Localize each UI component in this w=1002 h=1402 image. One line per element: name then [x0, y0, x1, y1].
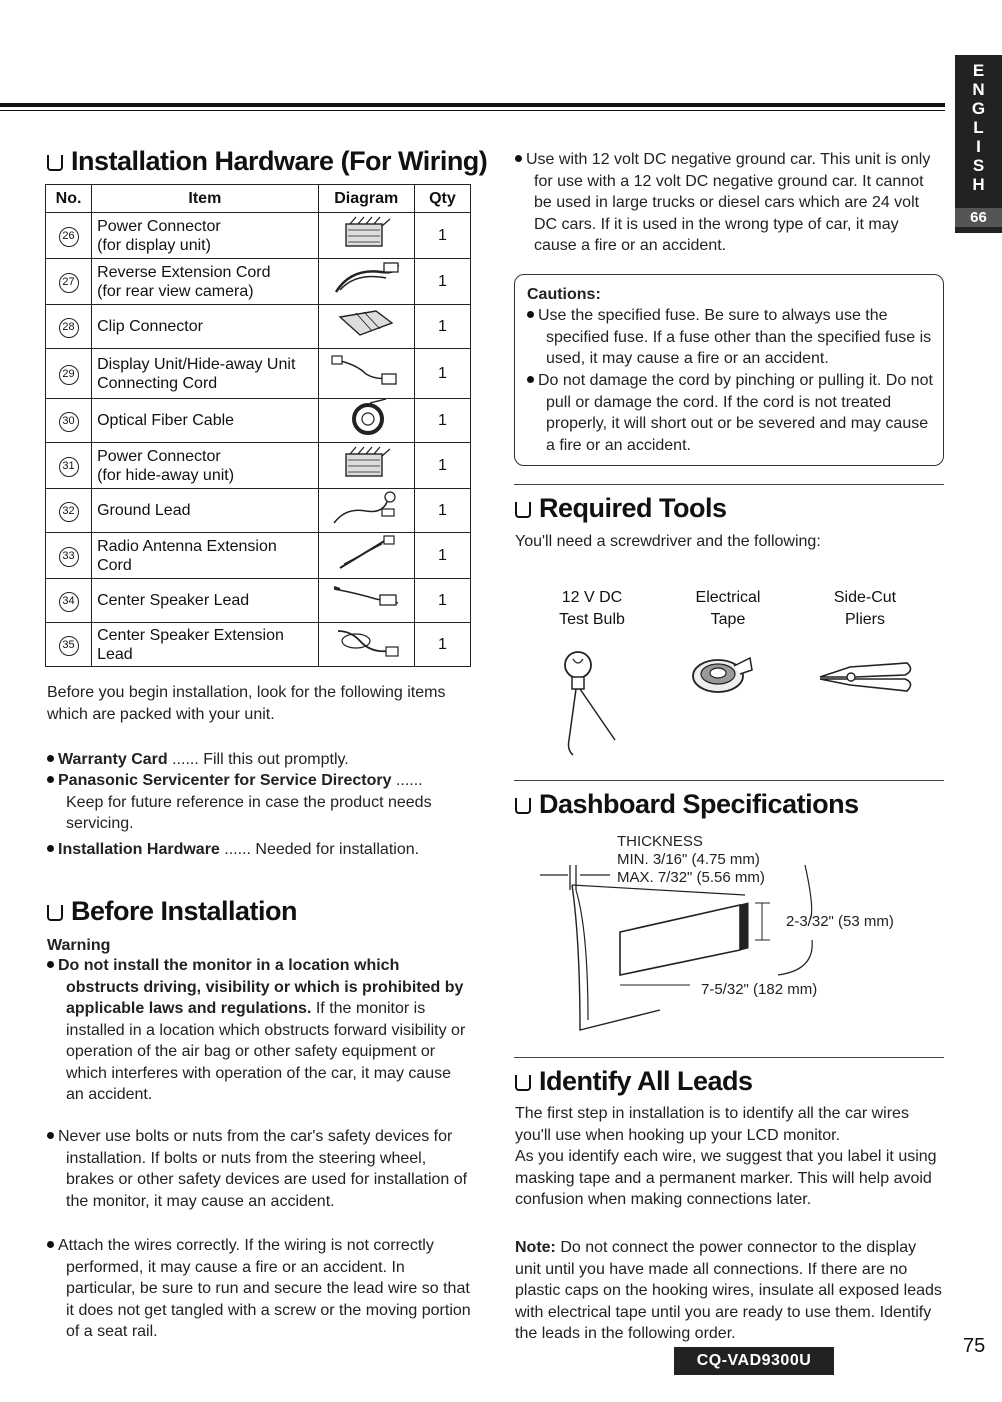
identify-title-text: Identify All Leads — [539, 1066, 753, 1096]
row-item — [92, 399, 319, 443]
row-qty: 1 — [414, 533, 470, 579]
cautions-label: Cautions: — [527, 286, 601, 303]
bullet-icon — [47, 776, 54, 783]
caution-1 — [527, 305, 937, 370]
tool-bulb-label — [532, 587, 652, 631]
identify-note — [515, 1237, 945, 1345]
hardware-title — [47, 146, 487, 177]
connector-icon — [326, 214, 406, 252]
page-number: 75 — [963, 1335, 986, 1357]
warranty-text: ...... Fill this out promptly. — [172, 751, 349, 768]
tab-page-number: 66 — [955, 208, 1002, 227]
tab-letter: E — [972, 61, 985, 80]
identify-p1: The first step in installation is to identify all the car wires you'll use when hooking up your LCD monitor. — [515, 1105, 909, 1144]
checkbox-icon — [47, 905, 63, 921]
table-row — [46, 579, 471, 623]
tools-intro: You'll need a screwdriver and the following: — [515, 533, 821, 550]
tab-letter: S — [972, 156, 985, 175]
table-row — [46, 399, 471, 443]
packed-warranty — [47, 749, 475, 771]
item-line1: Reverse Extension Cord — [97, 263, 271, 281]
cord-icon — [326, 260, 406, 298]
caution-2 — [527, 370, 937, 456]
note-label: Note: — [515, 1239, 556, 1256]
packed-directory — [47, 770, 475, 835]
tools-title — [515, 493, 727, 524]
tool-line: Side-Cut — [833, 589, 897, 606]
row-item — [92, 213, 319, 259]
row-diagram — [318, 259, 414, 305]
use-12v-text: Use with 12 volt DC negative ground car. This unit is only for use with a 12 volt DC negative ground car. It cannot be used in large trucks or diesel cars which are 24 volt DC cars. If it is used in the wrong type of car, it may cause a fire or an accident. — [526, 151, 931, 254]
table-row — [46, 443, 471, 489]
checkbox-icon — [47, 155, 63, 171]
directory-dots: ...... — [395, 772, 423, 789]
hardware-text: ...... Needed for installation. — [224, 841, 420, 858]
warranty-label: Warranty Card — [58, 751, 168, 768]
tool-line: 12 V DC — [561, 589, 623, 606]
note-text: Do not connect the power connector to the display unit until you have made all connections. If there are no plastic caps on the hooking wires, insulate all exposed leads with electrical tape until you are ready to use them. Identify the leads in the following order. — [515, 1239, 942, 1342]
tool-line: Electrical — [695, 589, 761, 606]
ground-icon — [326, 489, 406, 527]
row-qty: 1 — [414, 259, 470, 305]
row-number-circle: 35 — [59, 636, 79, 656]
row-number — [46, 349, 92, 399]
item-line1: Power Connector — [97, 217, 221, 235]
tool-line: Tape — [710, 611, 746, 628]
thickness-min: MIN. 3/16" (4.75 mm) — [617, 851, 760, 868]
divider — [514, 484, 944, 485]
tab-letter: H — [972, 175, 985, 194]
row-diagram — [318, 623, 414, 667]
row-number — [46, 579, 92, 623]
row-item — [92, 533, 319, 579]
packed-hardware — [47, 839, 475, 861]
item-line2: (for hide-away unit) — [97, 466, 235, 484]
row-number-circle: 26 — [59, 227, 79, 247]
caution-2-text: Do not damage the cord by pinching or pulling it. Do not pull or damage the cord. If the cord is not treated properly, it will short out or be severed and may cause a fire or an accident. — [538, 372, 933, 454]
row-number-circle: 32 — [59, 502, 79, 522]
model-badge: CQ-VAD9300U — [674, 1347, 834, 1375]
row-number — [46, 533, 92, 579]
caution-1-text: Use the specified fuse. Be sure to always use the specified fuse. If a fuse other than the specified fuse is used, it may cause a fire or an accident. — [538, 307, 932, 367]
row-item — [92, 305, 319, 349]
lead-icon — [326, 579, 406, 617]
warning-2 — [47, 1126, 475, 1212]
item-line1: Display Unit/Hide-away Unit — [97, 355, 296, 373]
warning-3-text: Attach the wires correctly. If the wiring is not correctly performed, it may cause a fire or an accident. In particular, be sure to run and secure the lead wire so that it does not get tangled with a screw or the moving portion of a seat rail. — [58, 1237, 471, 1340]
bullet-icon — [527, 376, 534, 383]
hardware-label: Installation Hardware — [58, 841, 220, 858]
tab-letter: I — [976, 137, 981, 156]
item-line1: Center Speaker Extension — [97, 626, 284, 644]
row-item — [92, 623, 319, 667]
clip-icon — [326, 305, 406, 343]
dash-width: 7-5/32" (182 mm) — [701, 981, 818, 998]
item-line2: (for rear view camera) — [97, 282, 254, 300]
identify-p2: As you identify each wire, we suggest that you label it using masking tape and a permanent marker. This will help avoid confusion when making connections later. — [515, 1148, 937, 1208]
tools-title-text: Required Tools — [539, 493, 727, 523]
bullet-icon — [47, 1132, 54, 1139]
header-qty: Qty — [414, 185, 470, 213]
item-line1: Clip Connector — [97, 318, 203, 335]
item-line1: Radio Antenna Extension — [97, 537, 277, 555]
checkbox-icon — [515, 798, 531, 814]
bullet-icon — [47, 1241, 54, 1248]
row-diagram — [318, 579, 414, 623]
table-header-row — [46, 185, 471, 213]
row-qty: 1 — [414, 443, 470, 489]
table-row — [46, 533, 471, 579]
divider — [514, 780, 944, 781]
hardware-title-text: Installation Hardware (For Wiring) — [71, 146, 488, 176]
table-row — [46, 349, 471, 399]
row-diagram — [318, 213, 414, 259]
row-number — [46, 399, 92, 443]
antenna-icon — [326, 534, 406, 572]
warning-2-text: Never use bolts or nuts from the car's safety devices for installation. If bolts or nuts from the steering wheel, brakes or other safety devices are used for installation of the monitor, it may cause an accident. — [58, 1128, 468, 1210]
row-number-circle: 29 — [59, 365, 79, 385]
reel-icon — [326, 399, 406, 437]
tab-letter: N — [972, 80, 985, 99]
item-line1: Center Speaker Lead — [97, 592, 250, 609]
row-diagram — [318, 533, 414, 579]
thickness-max: MAX. 7/32" (5.56 mm) — [617, 869, 765, 886]
dashboard-title — [515, 789, 859, 820]
row-number — [46, 259, 92, 305]
tab-letter: G — [971, 99, 986, 118]
before-title-text: Before Installation — [71, 896, 298, 926]
item-line1: Ground Lead — [97, 502, 191, 519]
identify-title — [515, 1066, 753, 1097]
row-number-circle: 31 — [59, 457, 79, 477]
tape-icon — [688, 648, 758, 698]
bullet-icon — [515, 155, 522, 162]
row-item — [92, 443, 319, 489]
item-line1: Optical Fiber Cable — [97, 412, 235, 429]
row-qty: 1 — [414, 579, 470, 623]
test-bulb-icon — [555, 645, 625, 760]
header-item: Item — [92, 185, 319, 213]
warning-3 — [47, 1235, 475, 1343]
tool-tape-label — [668, 587, 788, 631]
row-number — [46, 623, 92, 667]
before-title — [47, 896, 297, 927]
table-row — [46, 305, 471, 349]
item-line2: Connecting Cord — [97, 374, 218, 392]
bullet-icon — [47, 845, 54, 852]
top-rule-thin — [0, 110, 945, 111]
row-diagram — [318, 305, 414, 349]
row-qty: 1 — [414, 305, 470, 349]
top-rule — [0, 103, 945, 107]
checkbox-icon — [515, 1075, 531, 1091]
row-number-circle: 34 — [59, 592, 79, 612]
divider — [514, 1057, 944, 1058]
table-row — [46, 489, 471, 533]
language-tab — [955, 55, 1002, 233]
warning-label: Warning — [47, 937, 111, 954]
row-diagram — [318, 489, 414, 533]
header-no: No. — [46, 185, 92, 213]
row-qty: 1 — [414, 349, 470, 399]
dash-height: 2-3/32" (53 mm) — [786, 913, 894, 930]
row-item — [92, 259, 319, 305]
table-row — [46, 623, 471, 667]
row-number — [46, 443, 92, 489]
tool-line: Test Bulb — [559, 611, 625, 628]
row-item — [92, 349, 319, 399]
cautions-box — [514, 274, 944, 466]
directory-label: Panasonic Servicenter for Service Directory — [58, 772, 392, 789]
row-number — [46, 305, 92, 349]
row-number-circle: 30 — [59, 412, 79, 432]
row-qty: 1 — [414, 213, 470, 259]
dashboard-title-text: Dashboard Specifications — [539, 789, 859, 819]
directory-text: Keep for future reference in case the product needs servicing. — [66, 793, 432, 832]
bullet-icon — [47, 961, 54, 968]
checkbox-icon — [515, 502, 531, 518]
bullet-icon — [527, 311, 534, 318]
row-number-circle: 28 — [59, 318, 79, 338]
row-item — [92, 579, 319, 623]
table-row — [46, 259, 471, 305]
row-number — [46, 213, 92, 259]
thickness-label: THICKNESS — [617, 833, 703, 850]
use-12v-note — [515, 149, 935, 257]
row-diagram — [318, 399, 414, 443]
tool-line: Pliers — [844, 611, 885, 628]
connector-icon — [326, 444, 406, 482]
row-number-circle: 33 — [59, 547, 79, 567]
row-number-circle: 27 — [59, 273, 79, 293]
dashboard-diagram — [540, 860, 830, 1035]
row-qty: 1 — [414, 623, 470, 667]
item-line2: (for display unit) — [97, 236, 211, 254]
bullet-icon — [47, 755, 54, 762]
warning-1-text: If the monitor is installed in a location which obstructs forward visibility or operation of the air bag or other safety equipment or which interferes with operation of the car, it may cause an accident. — [66, 1000, 466, 1103]
coil-icon — [326, 623, 406, 661]
row-diagram — [318, 349, 414, 399]
row-qty: 1 — [414, 489, 470, 533]
item-line1: Power Connector — [97, 447, 221, 465]
cable-icon — [326, 352, 406, 390]
warning-1-bold: Do not install the monitor in a location which obstructs driving, visibility or which is prohibited by applicable laws and regulations. — [58, 957, 464, 1017]
packed-intro: Before you begin installation, look for the following items which are packed with your unit. — [47, 684, 446, 723]
row-number — [46, 489, 92, 533]
pliers-icon — [815, 655, 915, 700]
item-line2: Cord — [97, 556, 132, 574]
row-qty: 1 — [414, 399, 470, 443]
row-item — [92, 489, 319, 533]
header-diagram: Diagram — [318, 185, 414, 213]
hardware-table — [45, 184, 471, 667]
warning-1 — [47, 955, 467, 1106]
row-diagram — [318, 443, 414, 489]
item-line2: Lead — [97, 645, 133, 663]
tool-pliers-label — [805, 587, 925, 631]
table-row — [46, 213, 471, 259]
tab-letter: L — [973, 118, 984, 137]
